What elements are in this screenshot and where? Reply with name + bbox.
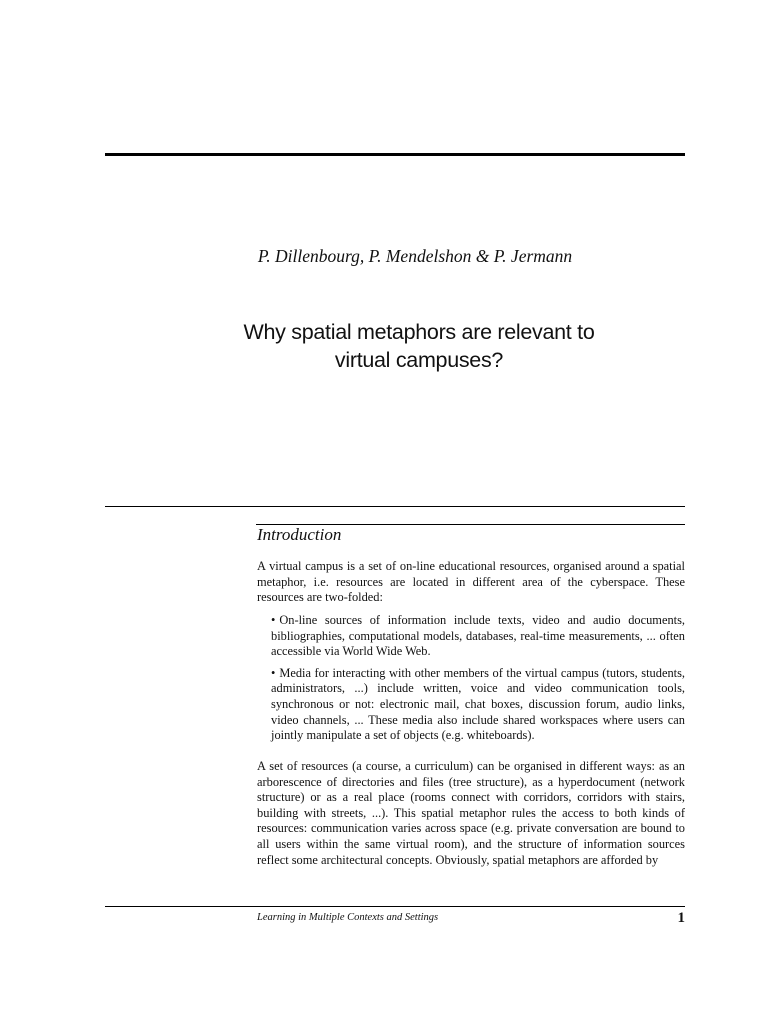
section-divider <box>105 506 685 507</box>
paragraph-body: A set of resources (a course, a curriculum) can be organised in different ways: as an arborescence of directories and files (tree structure), as a hyperdocument (network structure) or as a real place (rooms connect with corridors, corridors with stairs, building with streets, ...). This spatial metaphor rules the access to both kinds of resources: communication varies across space (e.g. private conversation are bound to all users within the same virtual room), and the structure of information sources reflect some architectural concepts. Obviously, spatial metaphors are afforded by <box>257 759 685 867</box>
list-item <box>271 613 685 660</box>
bullet-text: On-line sources of information include texts, video and audio documents, bibliographies, computational models, databases, real-time measurements, ... often accessible via World Wide Web. <box>271 613 685 659</box>
bullet-list <box>271 613 685 750</box>
paper-title: Why spatial metaphors are relevant to virtual campuses? <box>243 320 595 372</box>
bullet-icon: • <box>271 613 276 627</box>
footer-rule <box>105 906 685 907</box>
list-item <box>271 666 685 744</box>
running-footer: Learning in Multiple Contexts and Settings <box>257 912 439 923</box>
authors: P. Dillenbourg, P. Mendelshon & P. Jermann <box>257 246 573 266</box>
bullet-text: Media for interacting with other members of the virtual campus (tutors, students, administrators, ...) include written, voice and video communication tools, synchronous or not: electronic mail, chat boxes, discussion forum, audio links, video channels, ... These media also include shared workspaces where users can jointly manipulate a set of objects (e.g. whiteboards). <box>271 665 685 743</box>
page-number: 1 <box>677 910 685 926</box>
bullet-icon: • <box>271 665 276 680</box>
paragraph-intro: A virtual campus is a set of on-line educational resources, organised around a spatial metaphor, i.e. resources are located in different area of the cyberspace. These resources are two-folded: <box>257 559 685 605</box>
section-heading: Introduction <box>257 525 342 544</box>
top-rule <box>105 153 685 156</box>
